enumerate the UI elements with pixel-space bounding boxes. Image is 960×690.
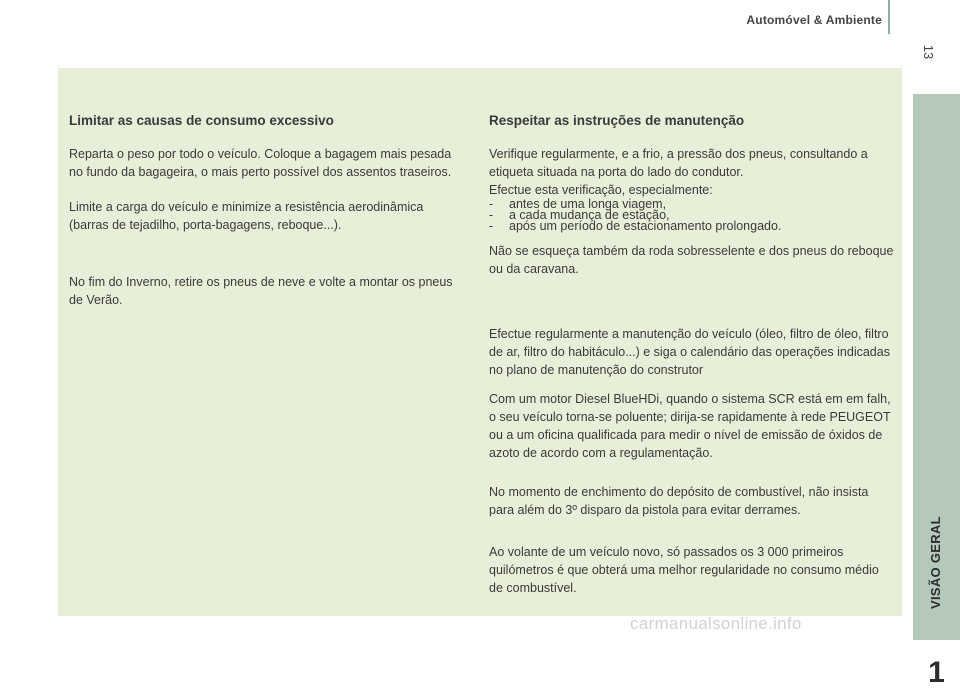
chapter-tab <box>913 94 960 689</box>
tab-divider <box>921 643 951 644</box>
paragraph: Ao volante de um veículo novo, só passados os 3 000 primeiros quilómetros é que obterá uma melhor regularidade no consumo médio de combustível. <box>489 545 879 595</box>
page-number: 13 <box>921 44 936 60</box>
header-divider <box>888 0 890 34</box>
paragraph: Reparta o peso por todo o veículo. Coloque a bagagem mais pesada no fundo da bagageira, o mais perto possível dos assentos traseiros. <box>69 147 452 179</box>
paragraph: Com um motor Diesel BlueHDi, quando o sistema SCR está em em falh, o seu veículo torna-se poluente; dirija-se rapidamente à rede PEUGEOT ou a um oficina qualificada para medir o nível de emissão de óxidos de azoto de acordo com a regulamentação. <box>489 392 891 460</box>
content-panel <box>58 68 902 616</box>
chapter-label: VISÃO GERAL <box>928 516 943 609</box>
paragraph: Verifique regularmente, e a frio, a pressão dos pneus, consultando a etiqueta situada na porta do lado do condutor. <box>489 147 868 179</box>
list-item: - antes de uma longa viagem, <box>489 197 667 211</box>
list-item: - a cada mudança de estação, <box>489 208 670 222</box>
section-title: Automóvel & Ambiente <box>746 13 882 27</box>
right-heading: Respeitar as instruções de manutenção <box>489 113 745 128</box>
watermark: carmanualsonline.info <box>630 614 802 633</box>
paragraph: Não se esqueça também da roda sobresselente e dos pneus do reboque ou da caravana. <box>489 244 894 276</box>
left-heading: Limitar as causas de consumo excessivo <box>69 113 334 128</box>
paragraph: Efectue regularmente a manutenção do veículo (óleo, filtro de óleo, filtro de ar, filtro do habitáculo...) e siga o calendário das operações indicadas no plano de manutenção do construtor <box>489 327 890 377</box>
chapter-number: 1 <box>928 656 945 689</box>
list-item: - após um período de estacionamento prolongado. <box>489 219 782 233</box>
list-intro: Efectue esta verificação, especialmente: <box>489 183 713 197</box>
paragraph: No fim do Inverno, retire os pneus de neve e volte a montar os pneus de Verão. <box>69 275 453 307</box>
checklist <box>489 199 781 232</box>
paragraph: Limite a carga do veículo e minimize a resistência aerodinâmica (barras de tejadilho, porta-bagagens, reboque...). <box>69 200 424 232</box>
paragraph: No momento de enchimento do depósito de combustível, não insista para além do 3º disparo da pistola para evitar derrames. <box>489 485 869 517</box>
